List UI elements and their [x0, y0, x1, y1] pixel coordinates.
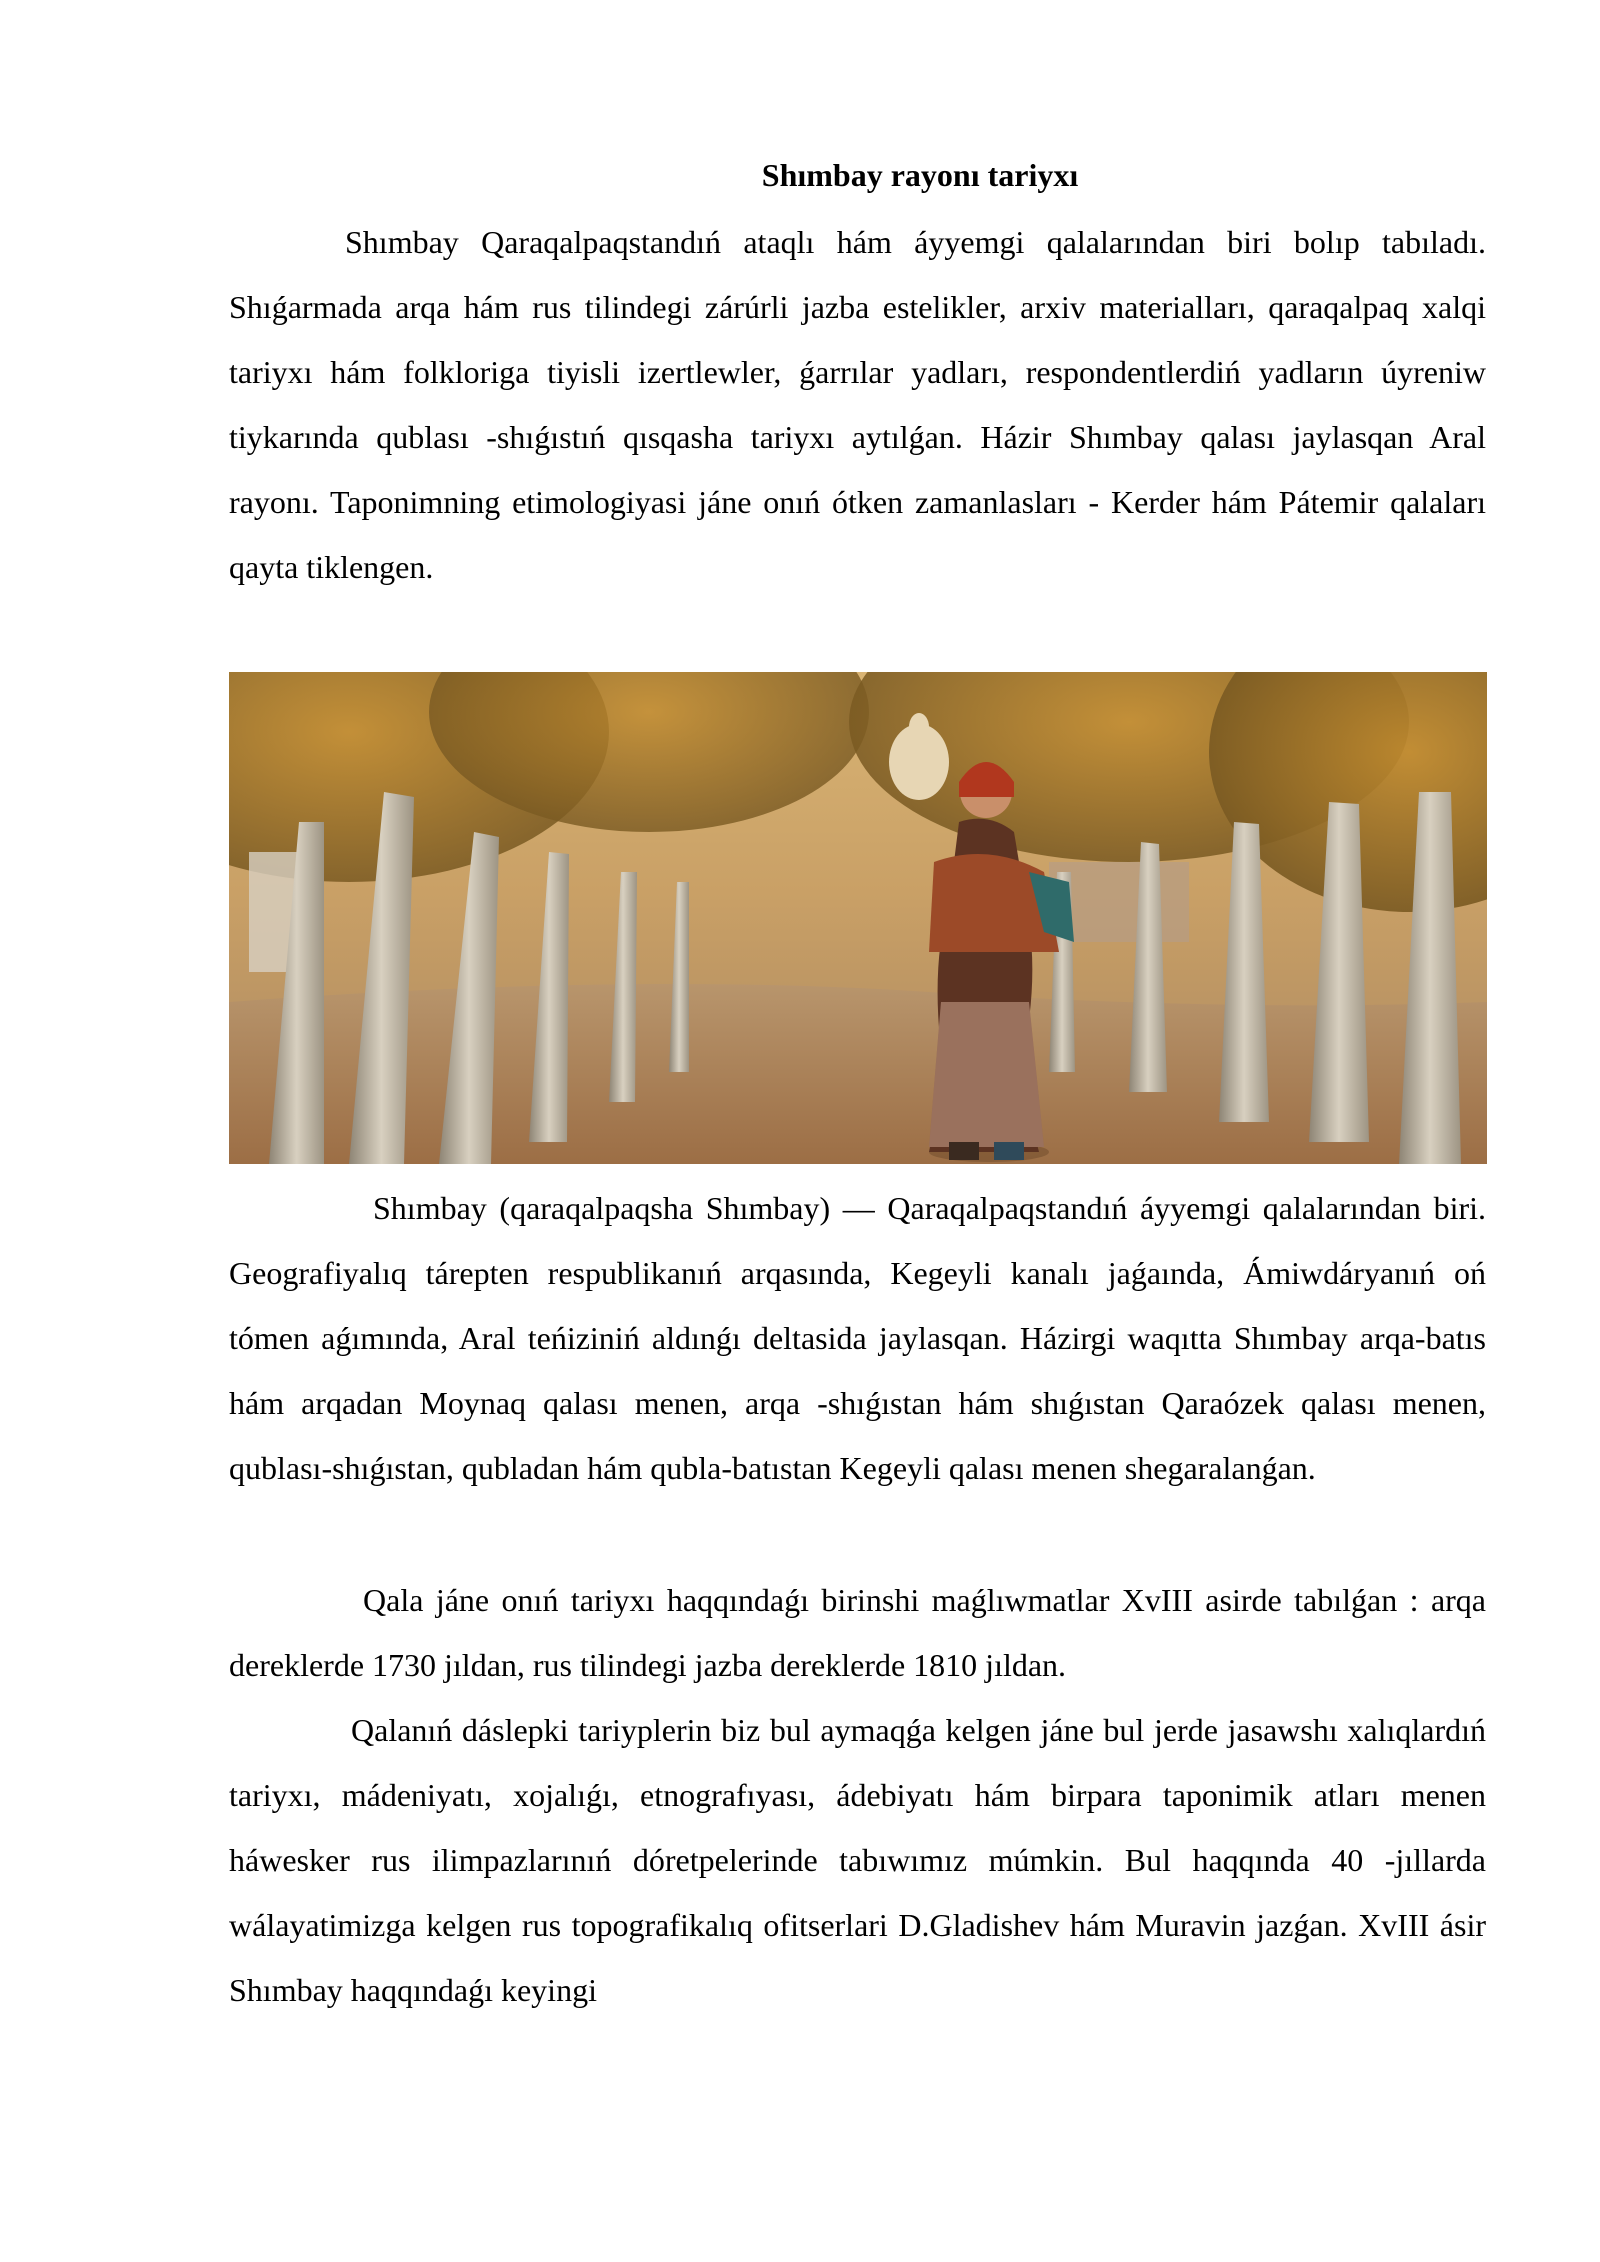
paragraph-first-records: Qala jáne onıń tariyxı haqqındaǵı birinshi maǵlıwmatlar XvIII asirde tabılǵan : arqa dereklerde 1730 jıldan, rus tilindegi jazba dereklerde 1810 jıldan.	[229, 1582, 1486, 1683]
paragraph-geography: Shımbay (qaraqalpaqsha Shımbay) — Qaraqalpaqstandıń áyyemgi qalalarından biri. Geografiyalıq tárepten respublikanıń arqasında, Kegeyli kanalı jaǵaında, Ámiwdáryanıń oń tómen aǵımında, Aral teńiziniń aldınǵı deltasida jaylasqan. Házirgi waqıtta Shımbay arqa-batıs hám arqadan Moynaq qalası menen, arqa -shıǵıstan hám shıǵıstan Qaraózek qalası menen, qublası-shıǵıstan, qubladan hám qubla-batıstan Kegeyli qalası menen shegaralanǵan.	[229, 1190, 1486, 1486]
photo-woman-with-jug-among-trees	[229, 672, 1487, 1164]
paragraph-intro: Shımbay Qaraqalpaqstandıń ataqlı hám áyyemgi qalalarından biri bolıp tabıladı. Shıǵarmada arqa hám rus tilindegi zárúrli jazba estelikler, arxiv materialları, qaraqalpaq xalqi tariyxı hám folkloriga tiyisli izertlewler, ǵarrılar yadları, respondentlerdiń yadların úyreniw tiykarında qublası -shıǵıstıń qısqasha tariyxı aytılǵan. Házir Shımbay qalası jaylasqan Aral rayonı. Taponimning etimologiyasi jáne onıń ótken zamanlasları - Kerder hám Pátemir qalaları qayta tiklengen.	[229, 224, 1486, 585]
document-title: Shımbay rayonı tariyxı	[761, 157, 1079, 193]
paragraph-russian-sources: Qalanıń dáslepki tariyplerin biz bul aymaqǵa kelgen jáne bul jerde jasawshı xalıqlardıń tariyxı, mádeniyatı, xojalıǵı, etnografıyası, ádebiyatı hám birpara taponimik atları menen háwesker rus ilimpazlarınıń dóretpelerinde tabıwımız múmkin. Bul haqqında 40 -jıllarda wálayatimizga kelgen rus topografikalıq ofitserlari D.Gladishev hám Muravin jazǵan. XvIII ásir Shımbay haqqındaǵı keyingi	[229, 1712, 1486, 2008]
